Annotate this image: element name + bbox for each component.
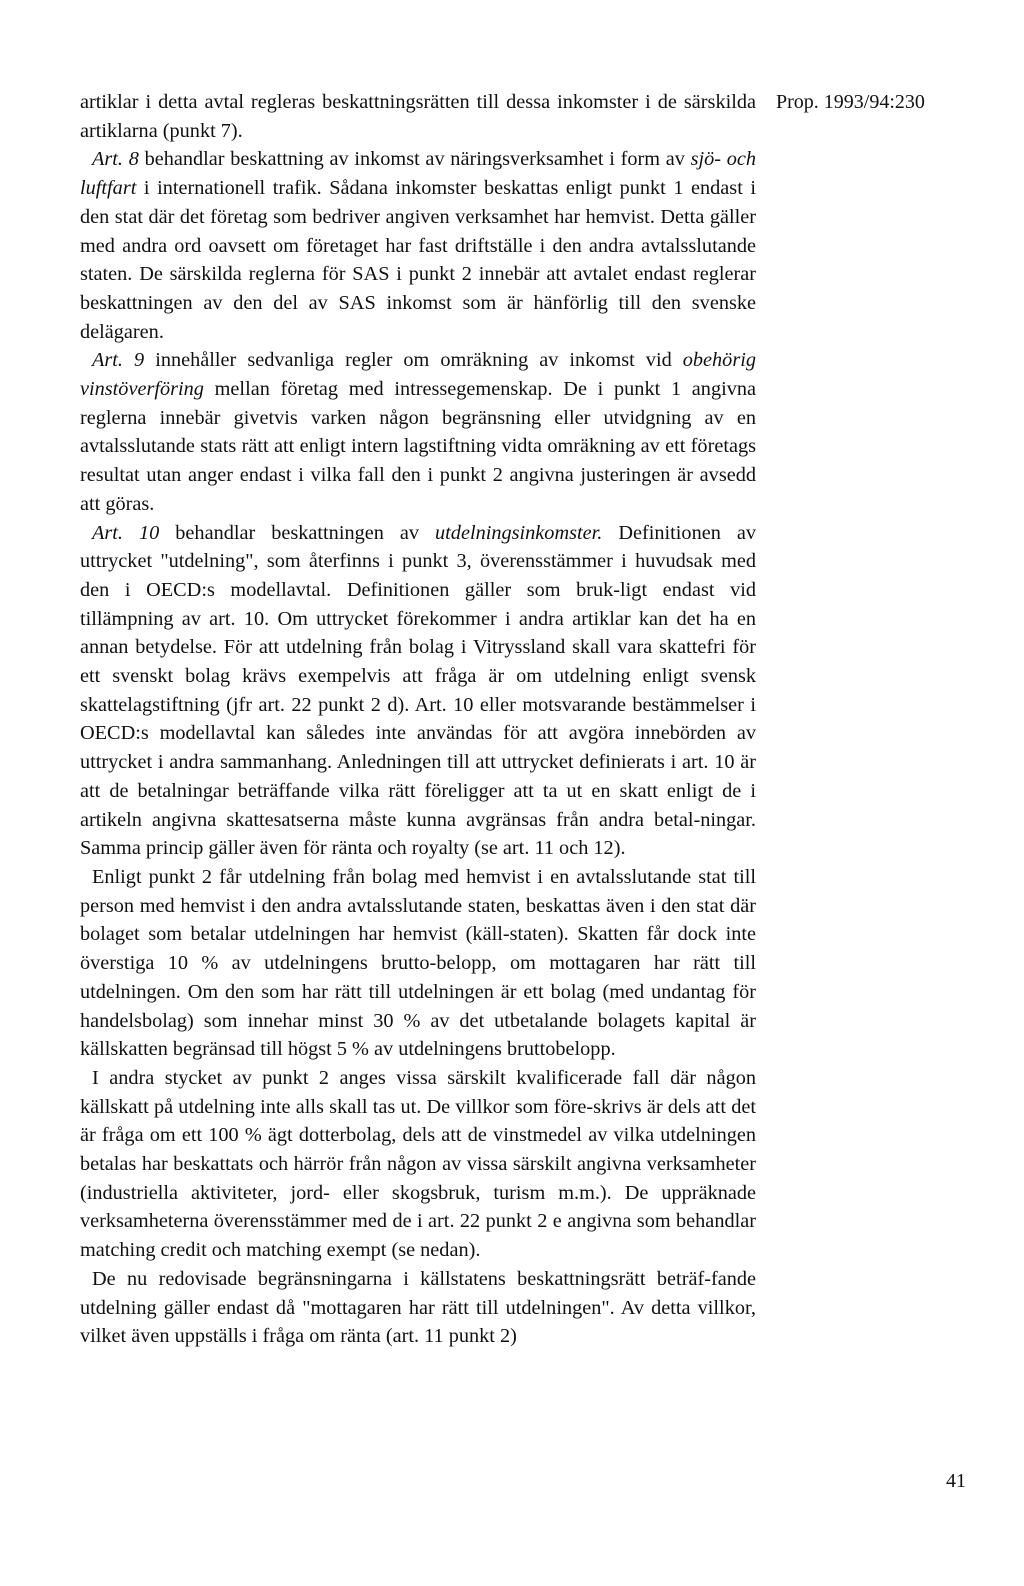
- article-reference: Art. 8: [92, 148, 139, 171]
- italic-term: obehörig vinstöverföring: [80, 349, 756, 401]
- paragraph-continuation: artiklar i detta avtal regleras beskattningsrätten till dessa inkomster i de särskilda artiklarna (punkt 7).: [80, 91, 756, 142]
- italic-term: sjö- och luftfart: [80, 148, 757, 200]
- page-number: 41: [946, 1470, 966, 1492]
- paragraph-art-8: Art. 8 behandlar beskattning av inkomst av näringsverksamhet i form av sjö- och luftfart i internationell trafik. Sådana inkomster beskattas enligt punkt 1 endast i den stat där det företag som bedriver angiven verksamhet har hemvist. Detta gäller med andra ord oavsett om företaget har fast driftställe i den andra avtalsslutande staten. De särskilda reglerna för SAS i punkt 2 innebär att avtalet endast reglerar beskattningen av den del av SAS inkomst som är hänförlig till den svenske delägaren.: [80, 148, 757, 343]
- article-reference: Art. 9: [92, 349, 145, 372]
- body-text: [80, 88, 756, 1351]
- paragraph-art-10: Art. 10 behandlar beskattningen av utdelningsinkomster. Definitionen av uttrycket "utdelning", som återfinns i punkt 3, överensstämmer i huvudsak med den i OECD:s modellavtal. Definitionen gäller som bruk-ligt endast vid tillämpning av art. 10. Om uttrycket förekommer i andra artiklar kan det ha en annan betydelse. För att utdelning från bolag i Vitryssland skall vara skattefri för ett svenskt bolag krävs exempelvis att fråga är om utdelning enligt svensk skattelagstiftning (jfr art. 22 punkt 2 d). Art. 10 eller motsvarande bestämmelser i OECD:s modellavtal kan således inte användas för att avgöra innebörden av uttrycket i andra sammanhang. Anledningen till att uttrycket definierats i art. 10 är att de betalningar beträffande vilka rätt föreligger att ta ut en skatt enligt de i artikeln angivna skattesatserna måste kunna avgränsas från andra betal-ningar. Samma princip gäller även för ränta och royalty (se art. 11 och 12).: [80, 521, 756, 860]
- paragraph-punkt-2: Enligt punkt 2 får utdelning från bolag med hemvist i en avtalsslutande stat till person med hemvist i den andra avtalsslutande staten, beskattas även i den stat där bolaget som betalar utdelningen har hemvist (käll-staten). Skatten får dock inte överstiga 10 % av utdelningens brutto-belopp, om mottagaren har rätt till utdelningen. Om den som har rätt till utdelningen är ett bolag (med undantag för handelsbolag) som innehar minst 30 % av det utbetalande bolagets kapital är källskatten begränsad till högst 5 % av utdelningens bruttobelopp.: [80, 865, 756, 1061]
- paragraph-begransningar: De nu redovisade begränsningarna i källstatens beskattningsrätt beträf-fande utdelning gäller endast då "mottagaren har rätt till utdelningen". Av detta villkor, vilket även uppställs i fråga om ränta (art. 11 punkt 2): [80, 1267, 756, 1348]
- proposition-reference: Prop. 1993/94:230: [776, 91, 925, 113]
- paragraph-art-9: Art. 9 innehåller sedvanliga regler om omräkning av inkomst vid obehörig vinstöverföring mellan företag med intressegemenskap. De i punkt 1 angivna reglerna innebär givetvis varken någon begränsning eller utvidgning av en avtalsslutande stats rätt att enligt intern lagstiftning vidta omräkning av ett företags resultat utan anger endast i vilka fall den i punkt 2 angivna justeringen är avsedd att göras.: [80, 349, 756, 515]
- paragraph-andra-stycket: I andra stycket av punkt 2 anges vissa särskilt kvalificerade fall där någon källskatt på utdelning inte alls skall tas ut. De villkor som före-skrivs är dels att det är fråga om ett 100 % ägt dotterbolag, dels att de vinstmedel av vilka utdelningen betalas har beskattats och härrör från någon av vissa särskilt angivna verksamheter (industriella aktiviteter, jord- eller skogsbruk, turism m.m.). De uppräknade verksamheterna överensstämmer med de i art. 22 punkt 2 e angivna som behandlar matching credit och matching exempt (se nedan).: [80, 1066, 756, 1262]
- article-reference: Art. 10: [92, 521, 160, 544]
- italic-term: utdelningsinkomster.: [435, 521, 603, 544]
